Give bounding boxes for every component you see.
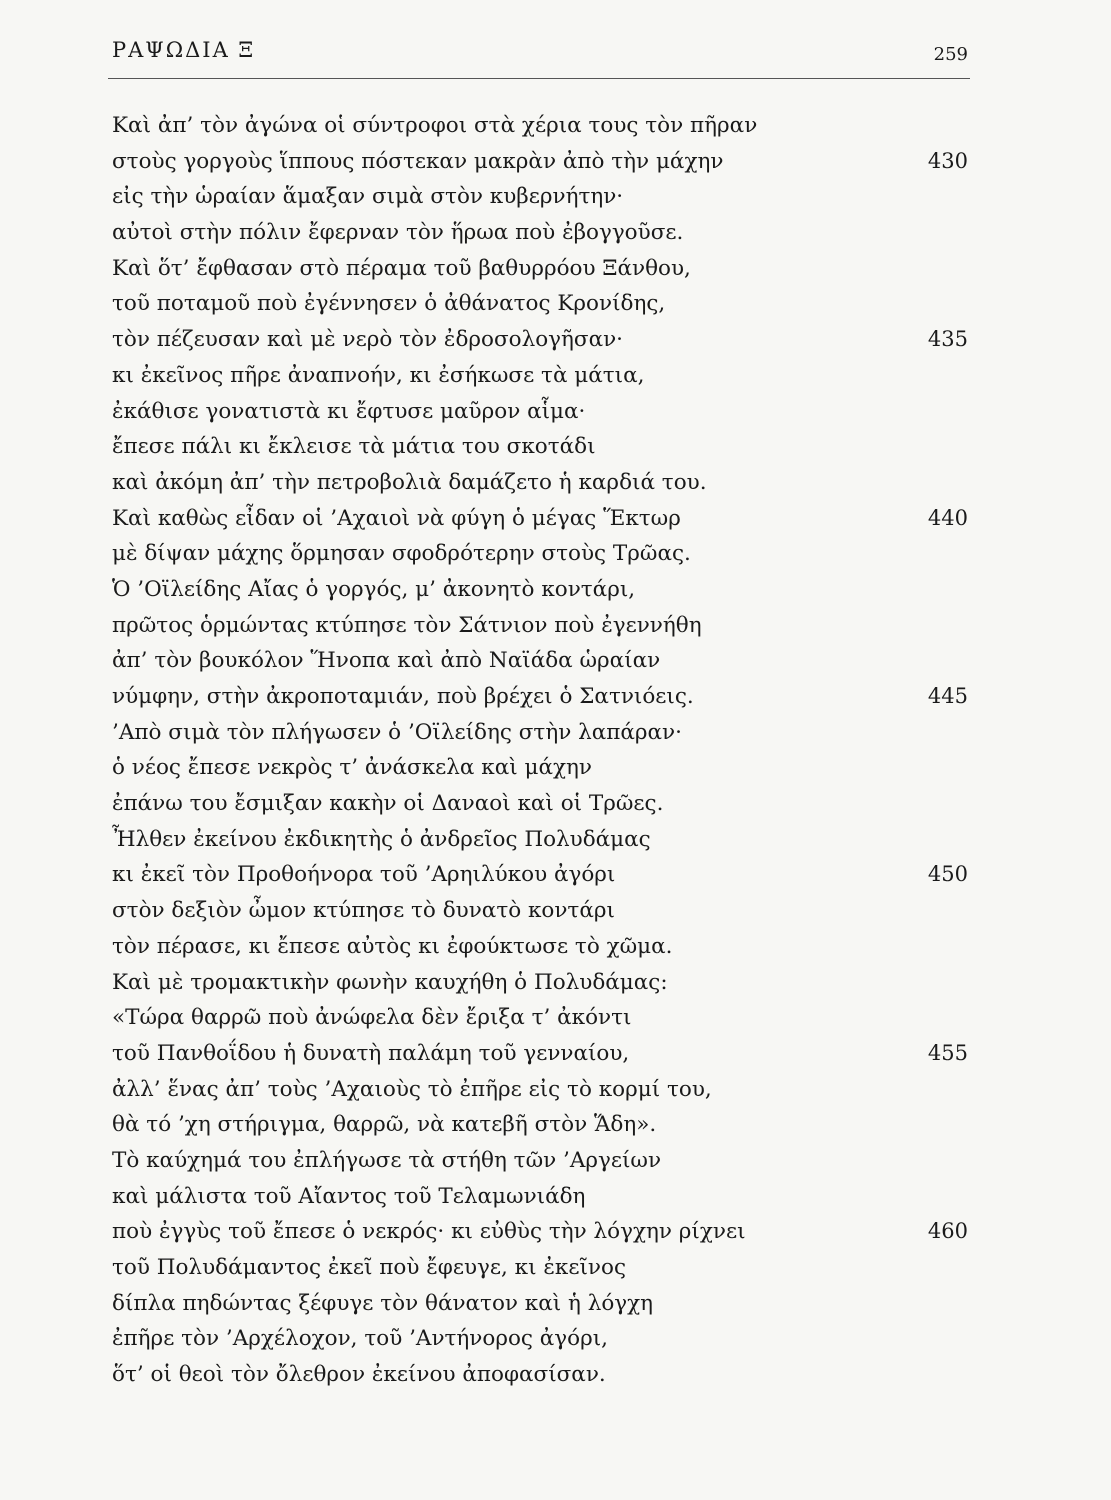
verse-text: δίπλα πηδώντας ξέφυγε τὸν θάνατον καὶ ἡ λόγχη: [112, 1290, 654, 1316]
verse-line: [112, 144, 968, 180]
verse-text: Καὶ καθὼς εἶδαν οἱ ’Αχαιοὶ νὰ φύγη ὁ μέγας Ἕκτωρ: [112, 505, 681, 531]
verse-text: Καὶ μὲ τρομακτικὴν φωνὴν καυχήθη ὁ Πολυδάμας:: [112, 969, 668, 995]
verse-line: [112, 1107, 968, 1143]
line-number: 435: [927, 327, 968, 352]
verse-text: ἐκάθισε γονατιστὰ κι ἔφτυσε μαῦρον αἷμα·: [112, 398, 586, 424]
verse-text: ἀπ’ τὸν βουκόλον Ἥνοπα καὶ ἀπὸ Ναϊάδα ὡραίαν: [112, 648, 661, 674]
verse-line: [112, 322, 968, 358]
verse-line: [112, 750, 968, 786]
verse-text: τοῦ ποταμοῦ ποὺ ἐγέννησεν ὁ ἀθάνατος Κρονίδης,: [112, 291, 666, 317]
page-header: [112, 38, 968, 74]
line-number: 440: [927, 505, 968, 530]
verse-text: τοῦ Πανθοΐδου ἡ δυνατὴ παλάμη τοῦ γενναίου,: [112, 1040, 630, 1066]
verse-text: ἔπεσε πάλι κι ἔκλεισε τὰ μάτια του σκοτάδι: [112, 434, 596, 460]
page-number: 259: [933, 44, 968, 65]
verse-text: Ὁ ’Οϊλείδης Αἴας ὁ γοργός, μ’ ἀκονητὸ κοντάρι,: [112, 576, 636, 602]
verse-line: [112, 429, 968, 465]
verse-line: [112, 965, 968, 1001]
verse-line: [112, 608, 968, 644]
verse-text: τὸν πέρασε, κι ἔπεσε αὐτὸς κι ἐφούκτωσε τὸ χῶμα.: [112, 933, 673, 959]
verse-line: [112, 1321, 968, 1357]
verse-text: Καὶ ἀπ’ τὸν ἀγώνα οἱ σύντροφοι στὰ χέρια τους τὸν πῆραν: [112, 113, 758, 138]
verse-text: στὸν δεξιὸν ὦμον κτύπησε τὸ δυνατὸ κοντάρι: [112, 898, 615, 924]
verse-line: [112, 358, 968, 394]
verse-text: τὸν πέζευσαν καὶ μὲ νερὸ τὸν ἐδροσολογῆσαν·: [112, 327, 623, 353]
verse-line: [112, 1072, 968, 1108]
verse-line: [112, 394, 968, 430]
verse-line: [112, 1143, 968, 1179]
verse-line: [112, 822, 968, 858]
verse-line: [112, 643, 968, 679]
verse-text: ὅτ’ οἱ θεοὶ τὸν ὄλεθρον ἐκείνου ἀποφασίσαν.: [112, 1362, 606, 1388]
header-divider: [108, 78, 970, 79]
verse-line: [112, 929, 968, 965]
verse-text: ἐπάνω του ἔσμιξαν κακὴν οἱ Δαναοὶ καὶ οἱ Τρῶες.: [112, 791, 664, 817]
verse-line: [112, 251, 968, 287]
verse-line: [112, 108, 968, 144]
verse-text: κι ἐκεῖ τὸν Προθοήνορα τοῦ ’Αρηιλύκου ἀγόρι: [112, 862, 616, 888]
line-number: 450: [927, 862, 968, 887]
running-head-title: ΡΑΨΩΔΙΑ Ξ: [112, 38, 256, 62]
verse-text: εἰς τὴν ὡραίαν ἅμαξαν σιμὰ στὸν κυβερνήτην·: [112, 184, 624, 210]
verse-line: [112, 179, 968, 215]
verse-text: Ἦλθεν ἐκείνου ἐκδικητὴς ὁ ἀνδρεῖος Πολυδάμας: [112, 826, 651, 852]
verse-line: [112, 572, 968, 608]
verse-line: [112, 501, 968, 537]
line-number: 460: [927, 1219, 968, 1244]
verse-line: [112, 286, 968, 322]
verse-text: καὶ ἀκόμη ἀπ’ τὴν πετροβολιὰ δαμάζετο ἡ καρδιά του.: [112, 469, 707, 495]
verse-line: [112, 215, 968, 251]
verse-line: [112, 536, 968, 572]
verse-line: [112, 1179, 968, 1215]
verse-text: κι ἐκεῖνος πῆρε ἀναπνοήν, κι ἐσήκωσε τὰ μάτια,: [112, 362, 645, 388]
verse-line: [112, 857, 968, 893]
verse-line: [112, 1286, 968, 1322]
line-number: 445: [927, 684, 968, 708]
verse-text: αὐτοὶ στὴν πόλιν ἔφερναν τὸν ἥρωα ποὺ ἐβογγοῦσε.: [112, 220, 684, 246]
verse-text: πρῶτος ὁρμώντας κτύπησε τὸν Σάτνιον ποὺ ἐγεννήθη: [112, 612, 702, 638]
verse-line: [112, 1357, 968, 1393]
verse-text: «Τώρα θαρρῶ ποὺ ἀνώφελα δὲν ἔριξα τ’ ἀκόντι: [112, 1005, 632, 1031]
verse-line: [112, 1000, 968, 1036]
verse-line: [112, 679, 968, 715]
verse-text: ποὺ ἐγγὺς τοῦ ἔπεσε ὁ νεκρός· κι εὐθὺς τὴν λόγχην ρίχνει: [112, 1219, 746, 1245]
verse-text: τοῦ Πολυδάμαντος ἐκεῖ ποὺ ἔφευγε, κι ἐκεῖνος: [112, 1255, 626, 1280]
verse-text: ἐπῆρε τὸν ’Αρχέλοχον, τοῦ ’Αντήνορος ἀγόρι,: [112, 1326, 608, 1352]
verse-line: [112, 1250, 968, 1286]
verse-line: [112, 1036, 968, 1072]
verse-line: [112, 786, 968, 822]
line-number: 430: [927, 148, 968, 173]
verse-line: [112, 715, 968, 751]
verse-text: ἀλλ’ ἕνας ἀπ’ τοὺς ’Αχαιοὺς τὸ ἐπῆρε εἰς τὸ κορμί του,: [112, 1076, 712, 1102]
verse-text: στοὺς γοργοὺς ἵππους πόστεκαν μακρὰν ἀπὸ τὴν μάχην: [112, 148, 724, 174]
verse-text: Τὸ καύχημά του ἐπλήγωσε τὰ στήθη τῶν ’Αργείων: [112, 1147, 662, 1173]
verse-text: ὁ νέος ἔπεσε νεκρὸς τ’ ἀνάσκελα καὶ μάχην: [112, 755, 592, 781]
poem-body: [112, 108, 968, 1393]
line-number: 455: [927, 1040, 968, 1065]
verse-text: μὲ δίψαν μάχης ὅρμησαν σφοδρότερην στοὺς Τρῶας.: [112, 541, 691, 567]
verse-text: καὶ μάλιστα τοῦ Αἴαντος τοῦ Τελαμωνιάδη: [112, 1183, 586, 1209]
verse-text: νύμφην, στὴν ἀκροποταμιάν, ποὺ βρέχει ὁ Σατνιόεις.: [112, 684, 694, 709]
verse-text: Καὶ ὅτ’ ἔφθασαν στὸ πέραμα τοῦ βαθυρρόου Ξάνθου,: [112, 255, 691, 281]
verse-line: [112, 893, 968, 929]
verse-text: θὰ τό ’χη στήριγμα, θαρρῶ, νὰ κατεβῆ στὸν Ἅδη».: [112, 1112, 657, 1138]
verse-text: ’Απὸ σιμὰ τὸν πλήγωσεν ὁ ’Οϊλείδης στὴν λαπάραν·: [112, 719, 682, 745]
verse-line: [112, 1214, 968, 1250]
verse-line: [112, 465, 968, 501]
